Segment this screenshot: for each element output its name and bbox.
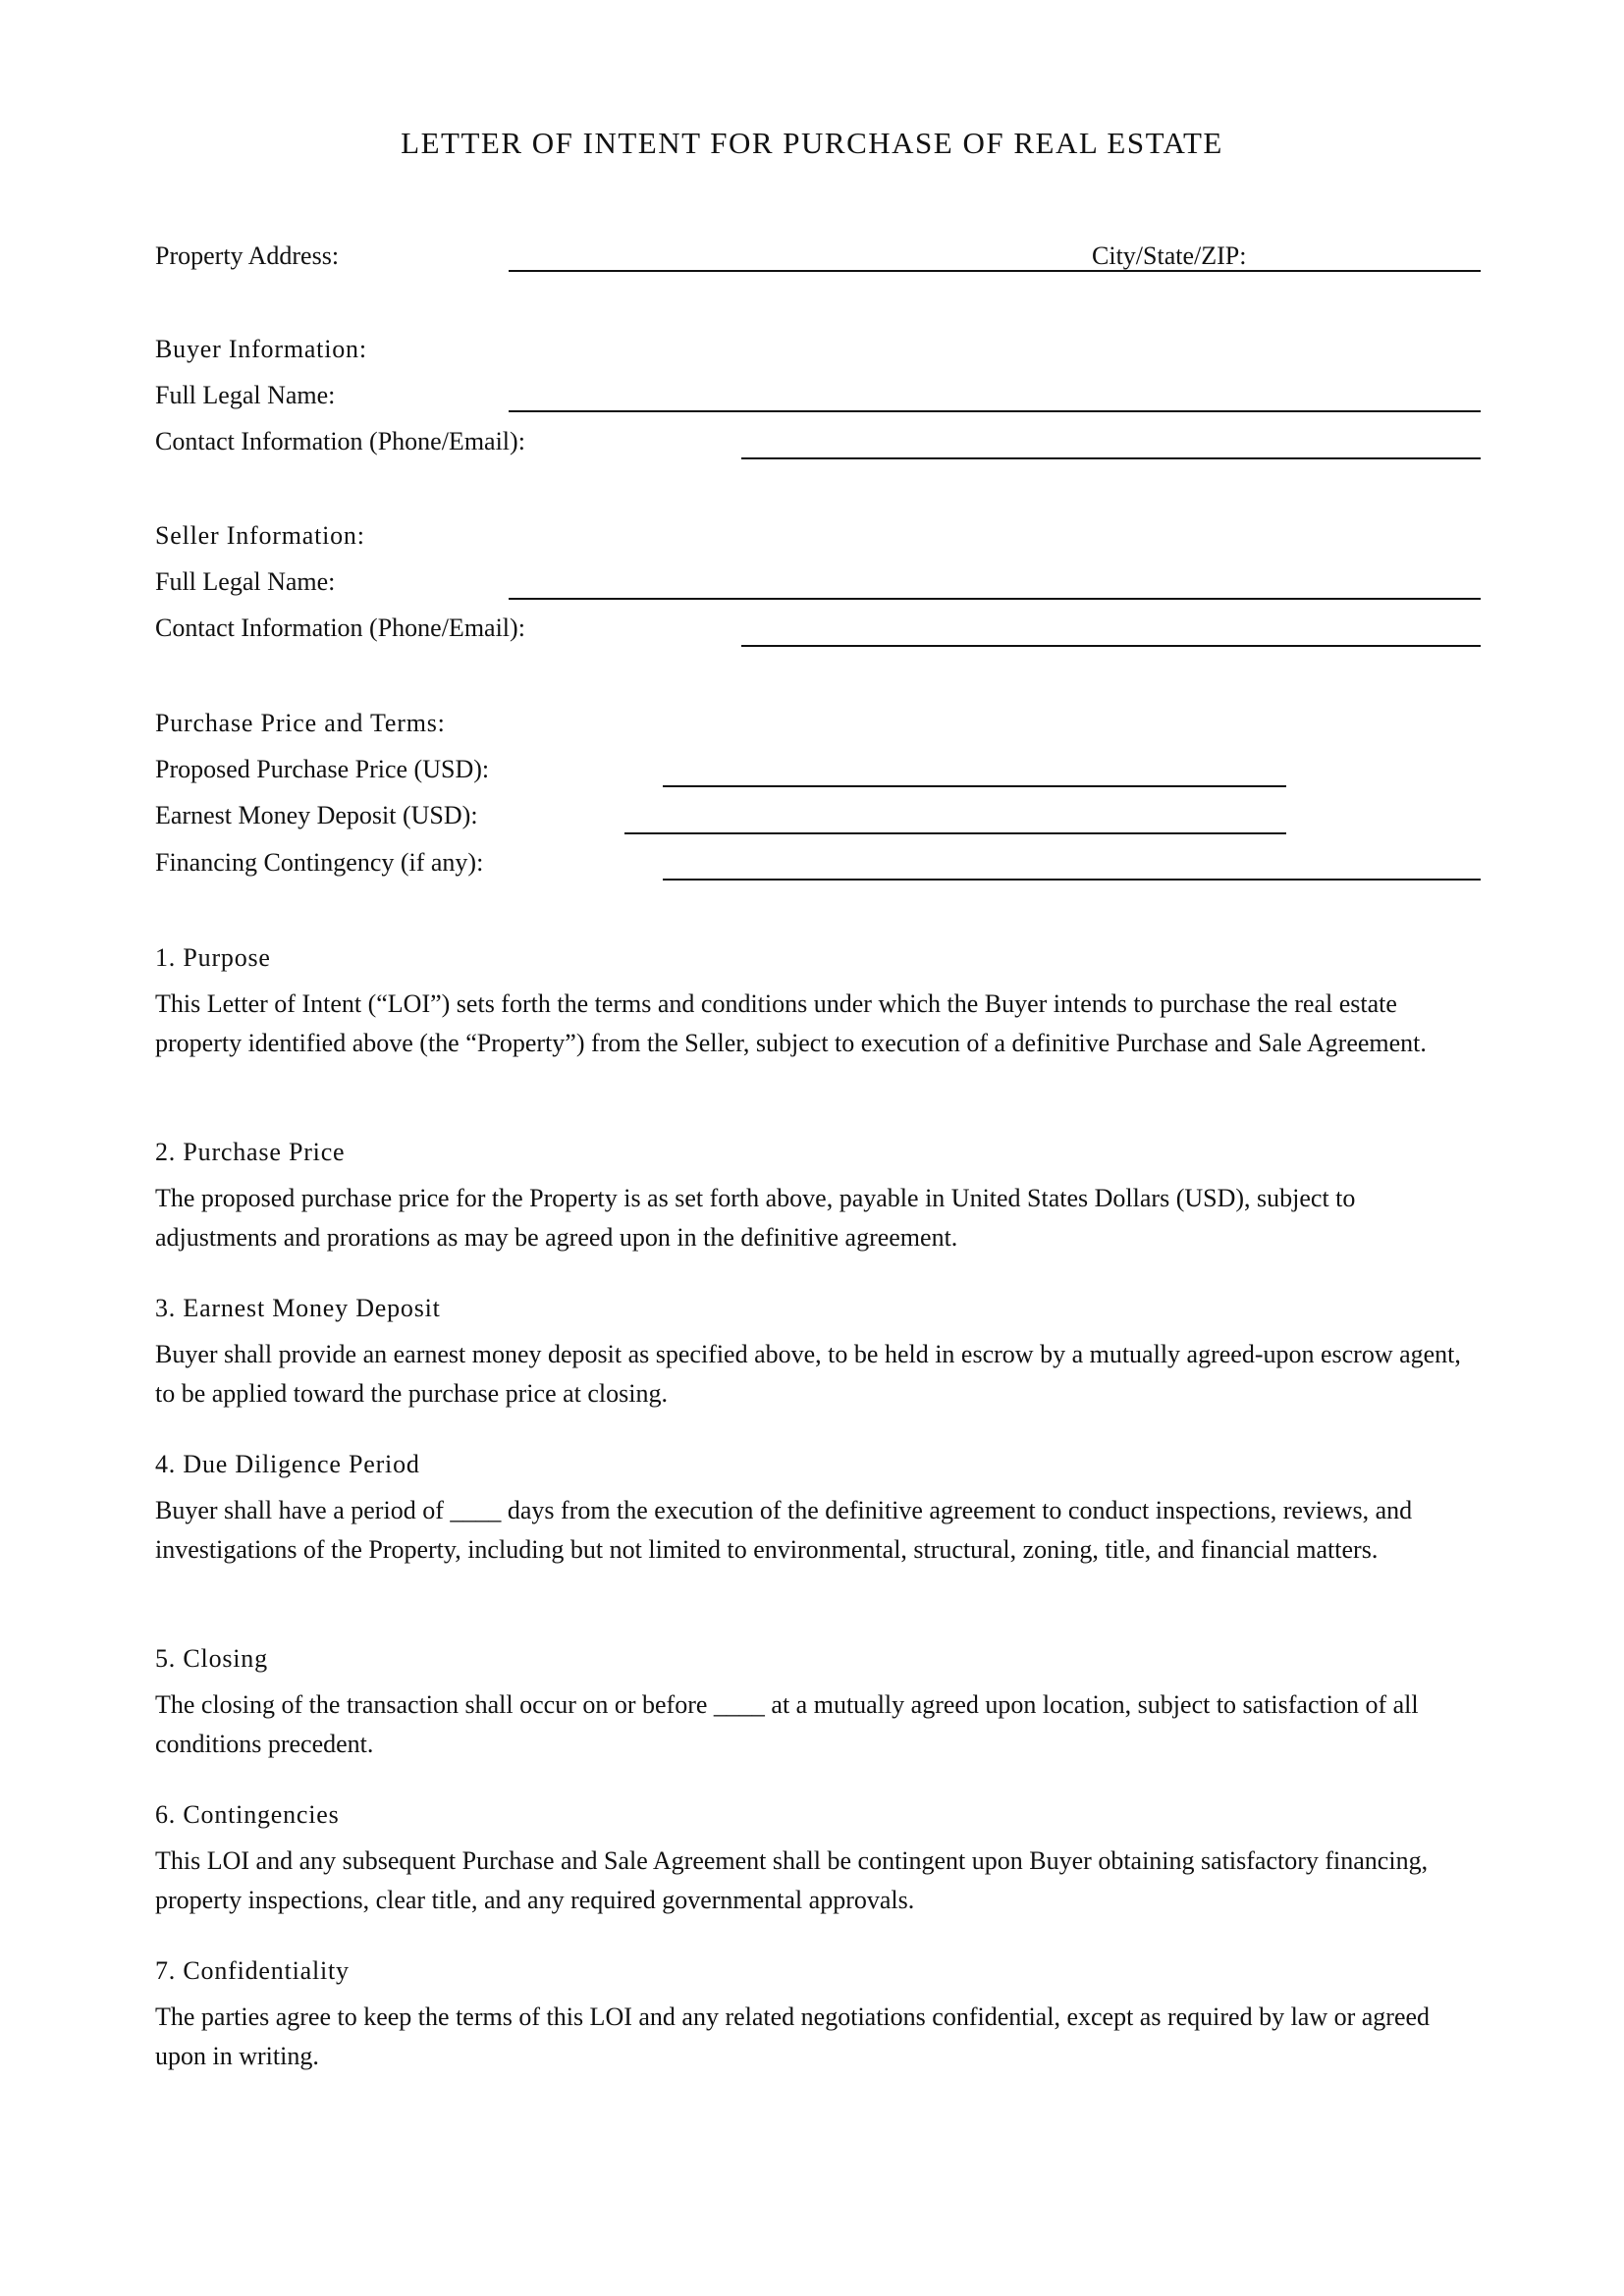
purchase-price-label: Proposed Purchase Price (USD): — [155, 755, 490, 783]
terms-heading: Purchase Price and Terms: — [155, 709, 446, 737]
seller-heading: Seller Information: — [155, 521, 365, 550]
section-heading-purchase-price: 2. Purchase Price — [155, 1138, 346, 1166]
section-text-closing: The closing of the transaction shall occur on or before ____ at a mutually agreed upon location, subject to satisfaction of all conditions precedent. — [155, 1690, 1419, 1758]
financing-contingency-label: Financing Contingency (if any): — [155, 848, 484, 877]
buyer-name-field[interactable] — [509, 410, 1481, 412]
seller-contact-label: Contact Information (Phone/Email): — [155, 614, 525, 642]
earnest-deposit-field[interactable] — [624, 832, 1286, 834]
property-address-label: Property Address: — [155, 241, 340, 270]
seller-name-label: Full Legal Name: — [155, 567, 336, 596]
financing-contingency-field[interactable] — [663, 879, 1481, 881]
buyer-contact-field[interactable] — [741, 457, 1481, 459]
buyer-heading: Buyer Information: — [155, 335, 367, 363]
seller-name-field[interactable] — [509, 598, 1481, 600]
section-text-purpose: This Letter of Intent (“LOI”) sets forth the terms and conditions under which the Buyer intends to purchase the real estate property identified above (the “Property”) from the Seller, subject to execution of a definitive Purchase and Sale Agreement. — [155, 989, 1427, 1057]
document-title: LETTER OF INTENT FOR PURCHASE OF REAL ESTATE — [401, 126, 1223, 160]
section-text-contingencies: This LOI and any subsequent Purchase and Sale Agreement shall be contingent upon Buyer obtaining satisfactory financing, property inspections, clear title, and any required governmental approvals. — [155, 1846, 1429, 1914]
section-heading-earnest-money: 3. Earnest Money Deposit — [155, 1294, 441, 1322]
property-address-field[interactable] — [509, 270, 1481, 272]
section-heading-closing: 5. Closing — [155, 1644, 268, 1673]
earnest-deposit-label: Earnest Money Deposit (USD): — [155, 801, 478, 829]
seller-contact-field[interactable] — [741, 645, 1481, 647]
section-heading-confidentiality: 7. Confidentiality — [155, 1956, 350, 1985]
buyer-contact-label: Contact Information (Phone/Email): — [155, 427, 525, 455]
buyer-name-label: Full Legal Name: — [155, 381, 336, 409]
section-text-earnest-money: Buyer shall provide an earnest money deposit as specified above, to be held in escrow by a mutually agreed-upon escrow agent, to be applied toward the purchase price at closing. — [155, 1340, 1461, 1408]
section-text-confidentiality: The parties agree to keep the terms of this LOI and any related negotiations confidential, except as required by law or agreed upon in writing. — [155, 2002, 1431, 2070]
section-heading-contingencies: 6. Contingencies — [155, 1800, 340, 1829]
section-text-purchase-price: The proposed purchase price for the Property is as set forth above, payable in United States Dollars (USD), subject to adjustments and prorations as may be agreed upon in the definitive agreement. — [155, 1184, 1356, 1252]
section-text-due-diligence: Buyer shall have a period of ____ days from the execution of the definitive agreement to conduct inspections, reviews, and investigations of the Property, including but not limited to environmental, structural, zoning, title, and financial matters. — [155, 1496, 1413, 1564]
section-heading-due-diligence: 4. Due Diligence Period — [155, 1450, 420, 1478]
purchase-price-field[interactable] — [663, 785, 1286, 787]
city-state-zip-label: City/State/ZIP: — [1092, 241, 1247, 270]
section-heading-purpose: 1. Purpose — [155, 943, 271, 972]
